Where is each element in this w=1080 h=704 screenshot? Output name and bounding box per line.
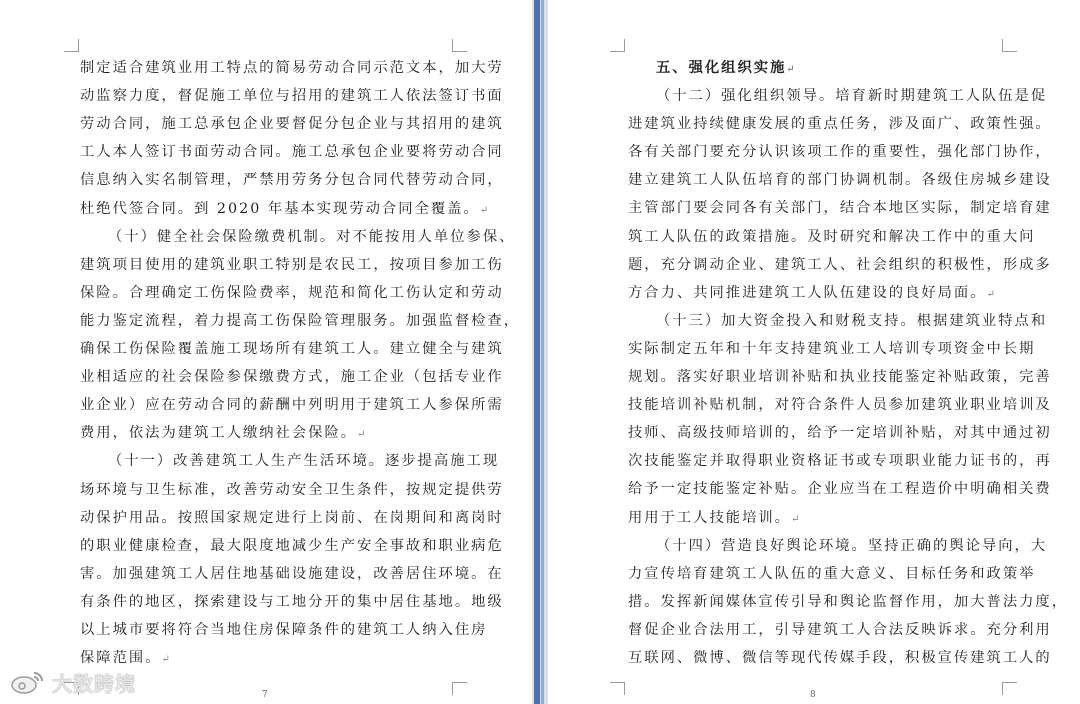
- line-text: 筑工人队伍的政策措施。及时研究和解决工作中的重大问: [628, 228, 1036, 245]
- text-line: [80, 58, 504, 78]
- line-text: （十一）改善建筑工人生产生活环境。逐步提高施工现: [108, 453, 500, 470]
- text-line: [80, 255, 504, 275]
- text-line: [628, 592, 1068, 612]
- line-text: 措。发挥新闻媒体宣传引导和舆论监督作用，加大普法力度，: [628, 593, 1069, 610]
- line-text: 有条件的地区，探索建设与工地分开的集中居住基地。地级: [80, 593, 504, 610]
- line-text: 信息纳入实名制管理，严禁用劳务分包合同代替劳动合同，: [80, 172, 504, 189]
- line-text: 杜绝代签合同。到 2020 年基本实现劳动合同全覆盖。: [80, 200, 480, 217]
- divider-bar: [534, 0, 540, 704]
- text-line: [628, 479, 1052, 499]
- line-text: 费用，依法为建筑工人缴纳社会保险。: [80, 425, 358, 442]
- line-text: 技师、高级技师培训的，给予一定培训补贴，对其中通过初: [628, 425, 1052, 442]
- line-text: 害。加强建筑工人居住地基础设施建设，改善居住环境。在: [80, 565, 504, 582]
- line-text: 方合力、共同推进建筑工人队伍建设的良好局面。: [628, 284, 987, 301]
- line-text: （十三）加大资金投入和财税支持。根据建筑业特点和: [656, 312, 1048, 329]
- line-text: 题，充分调动企业、建筑工人、社会组织的积极性，形成多: [628, 256, 1052, 273]
- paragraph-mark: ↵: [986, 288, 995, 300]
- text-line: [656, 311, 1047, 331]
- line-text: 能力鉴定流程，着力提高工伤保险管理服务。加强监督检查，: [80, 312, 521, 329]
- text-line: [628, 395, 1052, 415]
- text-line: [656, 86, 1047, 106]
- divider-shade: [541, 0, 544, 704]
- line-text: 各有关部门要充分认识该项工作的重要性，强化部门协作，: [628, 144, 1052, 161]
- line-text: 规划。落实好职业培训补贴和执业技能鉴定补贴政策，完善: [628, 369, 1052, 385]
- text-line: [80, 592, 504, 612]
- paragraph-mark: ↵: [479, 204, 489, 216]
- crop-mark: [610, 39, 625, 52]
- line-text: 主管部门要会同各有关部门，结合本地区实际，制定培育建: [628, 200, 1052, 217]
- text-line: [628, 255, 1052, 275]
- paragraph-mark: ↵: [161, 654, 170, 666]
- text-line: [80, 620, 487, 640]
- line-text: 场环境与卫生标准，改善劳动安全卫生条件，按规定提供劳: [80, 481, 504, 498]
- line-text: 确保工伤保险覆盖施工现场所有建筑工人。建立健全与建筑: [80, 341, 504, 357]
- text-line: [80, 142, 504, 162]
- line-text: 动保护用品。按照国家规定进行上岗前、在岗期间和离岗时: [80, 509, 504, 526]
- line-text: （十二）强化组织领导。培育新时期建筑工人队伍是促: [656, 88, 1048, 104]
- line-text: 劳动合同，施工总承包企业要督促分包企业与其招用的建筑: [80, 116, 504, 133]
- text-line: [628, 283, 995, 305]
- line-text: 技能培训补贴机制，对符合条件人员参加建筑业职业培训及: [628, 397, 1052, 414]
- line-text: （十）健全社会保险缴费机制。对不能按用人单位参保、: [108, 228, 516, 245]
- text-line: [80, 367, 504, 387]
- line-text: 工人本人签订书面劳动合同。施工总承包企业要将劳动合同: [80, 144, 504, 161]
- page-divider: [532, 0, 548, 704]
- text-line: [628, 620, 1052, 640]
- line-text: 给予一定技能鉴定补贴。企业应当在工程造价中明确相关费: [628, 481, 1052, 498]
- text-line: [80, 114, 504, 134]
- line-text: 建立建筑工人队伍培育的部门协调机制。各级住房城乡建设: [628, 172, 1052, 189]
- crop-mark: [610, 682, 625, 695]
- text-line: [80, 311, 520, 331]
- line-text: 互联网、微博、微信等现代传媒手段，积极宣传建筑工人的: [628, 650, 1052, 666]
- line-text: 动监察力度，督促施工单位与招用的建筑工人依法签订书面: [80, 88, 504, 105]
- line-text: 以上城市要将符合当地住房保障条件的建筑工人纳入住房: [80, 622, 488, 638]
- text-line: [628, 423, 1052, 443]
- text-line: [628, 198, 1052, 218]
- paragraph-mark: ↵: [790, 513, 800, 525]
- line-text: 制定适合建筑业用工特点的简易劳动合同示范文本，加大劳: [80, 60, 504, 76]
- document-page-left: [0, 0, 532, 704]
- line-text: 保障范围。: [80, 650, 162, 667]
- text-line: [628, 142, 1052, 162]
- text-line: [80, 480, 504, 500]
- crop-mark: [1002, 682, 1017, 695]
- watermark: [10, 668, 136, 696]
- text-line: [80, 339, 504, 359]
- text-line: [628, 367, 1052, 387]
- text-line: [656, 536, 1047, 556]
- text-line: [628, 451, 1052, 471]
- line-text: 建筑项目使用的建筑业职工特别是农民工，按项目参加工伤: [80, 256, 504, 273]
- text-line: [628, 227, 1035, 247]
- watermark-text: 大数跨境: [52, 671, 136, 696]
- document-page-right: [548, 0, 1080, 704]
- text-line: [628, 508, 799, 530]
- section-heading: [656, 58, 795, 80]
- text-line: [628, 114, 1052, 134]
- crop-mark: [1002, 39, 1017, 52]
- line-text: 业相适应的社会保险参保缴费方式，施工企业（包括专业作: [80, 369, 504, 386]
- text-line: [80, 423, 365, 445]
- text-line: [80, 536, 504, 556]
- line-text: 进建筑业持续健康发展的重点任务，涉及面广、政策性强。: [628, 116, 1052, 133]
- line-text: 用用于工人技能培训。: [628, 509, 791, 526]
- page-number: 8: [810, 690, 816, 700]
- text-line: [80, 564, 504, 584]
- line-text: 次技能鉴定并取得职业资格证书或专项职业能力证书的，再: [628, 453, 1052, 470]
- text-line: [628, 564, 1035, 584]
- line-text: 业企业）应在劳动合同的薪酬中列明用于建筑工人参保所需: [80, 397, 504, 414]
- line-text: 保险。合理确定工伤保险费率，规范和简化工伤认定和劳动: [80, 284, 504, 301]
- text-line: [80, 199, 488, 221]
- line-text: （十四）营造良好舆论环境。坚持正确的舆论导向，大: [656, 537, 1048, 554]
- text-line: [80, 395, 504, 415]
- text-line: [628, 170, 1052, 190]
- text-line: [80, 283, 504, 303]
- crop-mark: [64, 39, 79, 52]
- line-text: 的职业健康检查，最大限度地减少生产安全事故和职业病危: [80, 537, 504, 554]
- section-heading-text: 五、强化组织实施: [656, 60, 787, 76]
- text-line: [108, 227, 515, 247]
- crop-mark: [452, 682, 467, 695]
- line-text: 督促企业合法用工，引导建筑工人合法反映诉求。充分利用: [628, 621, 1052, 638]
- text-line: [628, 339, 1035, 359]
- text-line: [628, 648, 1052, 668]
- line-text: 力宣传培育建筑工人队伍的重大意义、目标任务和政策举: [628, 565, 1036, 582]
- paragraph-mark: ↵: [786, 64, 795, 75]
- text-line: [80, 86, 504, 106]
- weibo-logo-icon: [10, 669, 46, 695]
- crop-mark: [452, 39, 467, 52]
- text-line: [108, 451, 499, 471]
- page-number: 7: [262, 690, 268, 700]
- line-text: 实际制定五年和十年支持建筑业工人培训专项资金中长期: [628, 340, 1036, 357]
- text-line: [80, 508, 504, 528]
- paragraph-mark: ↵: [357, 429, 366, 441]
- text-line: [80, 170, 504, 190]
